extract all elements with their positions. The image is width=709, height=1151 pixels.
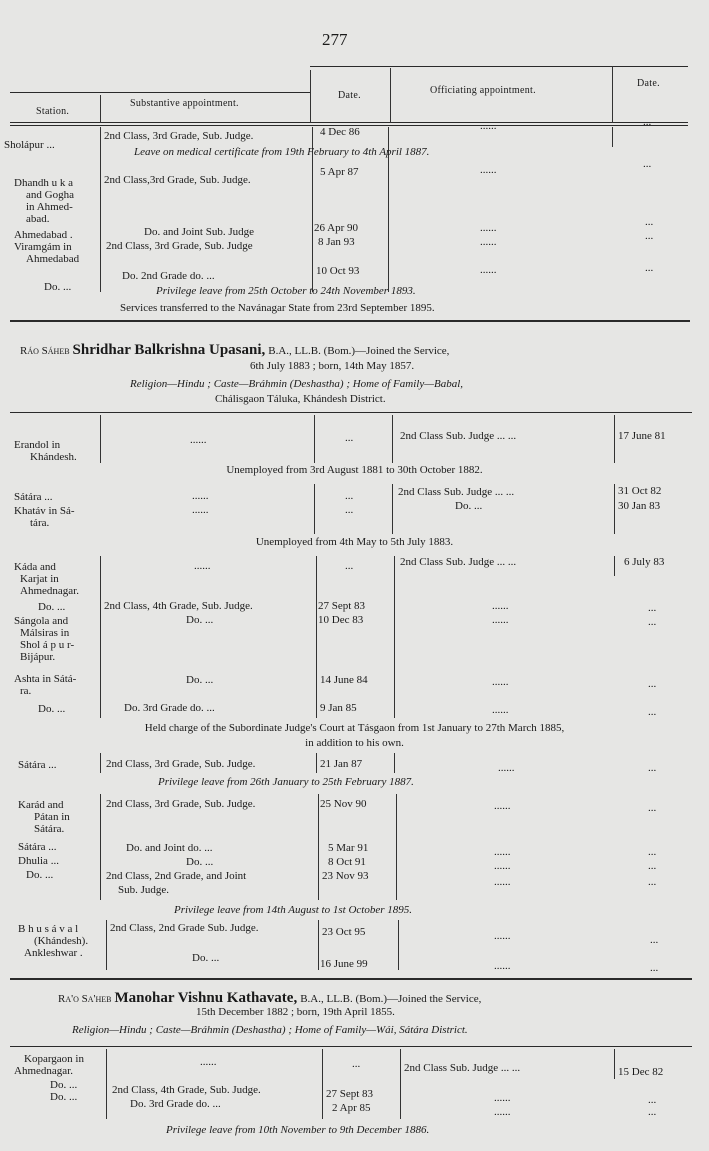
p1-charge-note-1: Held charge of the Subordinate Judge's Court at Tásgaon from 1st January to 27th March 1885, [144, 722, 565, 734]
s1-station-viramgam: Viramgám in [14, 241, 72, 253]
p1-station-do-2: Do. ... [38, 703, 66, 715]
p1-sub-do-3: 2nd Class, 2nd Grade, and Joint [106, 870, 247, 882]
p1-station-do-1: Do. ... [38, 601, 66, 613]
header-station: Station. [36, 106, 70, 117]
p1-date-satara-2: 21 Jan 87 [320, 758, 363, 770]
p1-date2-satara-3: ... [648, 846, 657, 858]
s1-station-cont: Ahmedabad [26, 253, 80, 265]
p1-station-sangola-4: Bijápur. [20, 651, 56, 663]
p1-date-do-3: 23 Nov 93 [322, 870, 369, 882]
s1-leave-note-2: Privilege leave from 25th October to 24th November 1893. [156, 285, 416, 297]
p1-unemployed-note-2: Unemployed from 4th May to 5th July 1883. [255, 536, 454, 548]
s1-station-sholapur: Sholápur ... [4, 139, 55, 151]
p1-leave-note-1: Privilege leave from 26th January to 25th February 1887. [158, 776, 414, 788]
p1-off-dhulia: ...... [494, 860, 511, 872]
p1-sub-dhulia: Do. ... [186, 856, 214, 868]
p1-date-ashta: 14 June 84 [320, 674, 368, 686]
p1-charge-note-2: in addition to his own. [305, 737, 404, 749]
s1-date-1: 4 Dec 86 [320, 126, 360, 138]
p1-off-satara-3: ...... [494, 846, 511, 858]
p1-sub-ashta: Do. ... [186, 674, 214, 686]
person2-line3: Religion—Hindu ; Caste—Bráhmin (Deshastha) ; Home of Family—Wái, Sátára District. [72, 1024, 468, 1036]
p1-station-satara-2: Sátára ... [18, 759, 57, 771]
p1-leave-note-2: Privilege leave from 14th August to 1st October 1895. [174, 904, 412, 916]
p2-sub-do-1: 2nd Class, 4th Grade, Sub. Judge. [112, 1084, 261, 1096]
p1-date-satara-3: 5 Mar 91 [328, 842, 369, 854]
p1-station-do-3: Do. ... [26, 869, 54, 881]
p1-station-karad: Karád and [18, 799, 64, 811]
p2-sub-kopargaon: ...... [200, 1056, 217, 1068]
p1-station-ashta-2: ra. [20, 685, 32, 697]
p1-station-bhusaval: B h u s á v a l [18, 923, 79, 935]
s1-date2-3: ... [645, 216, 654, 228]
s1-transfer-note: Services transferred to the Navánagar State from 23rd September 1895. [120, 302, 435, 314]
person1-line2: 6th July 1883 ; born, 14th May 1857. [250, 360, 415, 372]
p1-station-khatav: Khatáv in Sá- [14, 505, 75, 517]
person1-title: Ráo Sáheb [20, 345, 70, 357]
p1-date2-satara: 31 Oct 82 [618, 485, 662, 497]
p1-station-erandol: Erandol in [14, 439, 61, 451]
p1-date-bhusaval: 23 Oct 95 [322, 926, 366, 938]
p1-station-dhulia: Dhulia ... [18, 855, 59, 867]
p1-date2-bhusaval: ... [650, 934, 659, 946]
person1-line4: Chálisgaon Táluka, Khándesh District. [215, 393, 386, 405]
p1-off-satara-2: ...... [498, 762, 515, 774]
p1-sub-erandol: ...... [190, 434, 207, 446]
p1-station-bhusaval-2: (Khándesh). [34, 935, 89, 947]
s1-date2-1: ... [643, 116, 652, 128]
p1-station-sangola: Sángola and [14, 615, 69, 627]
p1-date-kada: ... [345, 560, 354, 572]
p1-off-erandol: 2nd Class Sub. Judge ... ... [400, 430, 517, 442]
p1-off-bhusaval: ...... [494, 930, 511, 942]
s1-off-3: ...... [480, 222, 497, 234]
p1-date2-sangola: ... [648, 616, 657, 628]
p1-station-sangola-2: Málsiras in [20, 627, 70, 639]
p1-off-karad: ...... [494, 800, 511, 812]
p1-sub-karad: 2nd Class, 3rd Grade, Sub. Judge. [106, 798, 256, 810]
p1-station-ankleshwar: Ankleshwar . [24, 947, 83, 959]
p1-date2-do-1: ... [648, 602, 657, 614]
p1-date-khatav: ... [345, 504, 354, 516]
p2-sub-do-2: Do. 3rd Grade do. ... [130, 1098, 221, 1110]
s1-date-3: 26 Apr 90 [314, 222, 358, 234]
s1-station-do: Do. ... [44, 281, 72, 293]
p1-date-karad: 25 Nov 90 [320, 798, 367, 810]
p1-station-khatav-2: tára. [30, 517, 50, 529]
header-date-2: Date. [637, 78, 660, 89]
person1-line3: Religion—Hindu ; Caste—Bráhmin (Deshastha) ; Home of Family—Babal, [130, 378, 464, 390]
s1-sub-2: 2nd Class,3rd Grade, Sub. Judge. [104, 174, 251, 186]
p1-date-do-1: 27 Sept 83 [318, 600, 366, 612]
s1-date2-5: ... [645, 262, 654, 274]
p2-leave-note: Privilege leave from 10th November to 9th December 1886. [166, 1124, 430, 1136]
s1-off-1: ...... [480, 120, 497, 132]
person2-name: Manohar Vishnu Kathavate, [114, 990, 298, 1006]
p1-off-khatav: Do. ... [455, 500, 483, 512]
person2-title: Ra'o Sa'heb [58, 993, 112, 1005]
p1-station-karad-3: Sátára. [34, 823, 65, 835]
p1-date2-satara-2: ... [648, 762, 657, 774]
p1-station-kada: Káda and [14, 561, 56, 573]
s1-off-5: ...... [480, 264, 497, 276]
p1-off-do-1: ...... [492, 600, 509, 612]
page-number: 277 [322, 30, 348, 49]
s1-station-cont: abad. [26, 213, 50, 225]
p1-off-sangola: ...... [492, 614, 509, 626]
p1-off-ankleshwar: ...... [494, 960, 511, 972]
s1-date-2: 5 Apr 87 [320, 166, 359, 178]
p1-date-satara: ... [345, 490, 354, 502]
p2-off-do-2: ...... [494, 1106, 511, 1118]
p1-station-sangola-3: Shol á p u r- [20, 639, 75, 651]
p1-date-erandol: ... [345, 432, 354, 444]
s1-date2-4: ... [645, 230, 654, 242]
p1-station-kada-2: Karjat in [20, 573, 59, 585]
p1-sub-do-1: 2nd Class, 4th Grade, Sub. Judge. [104, 600, 253, 612]
p1-sub-satara: ...... [192, 490, 209, 502]
p1-date2-do-3: ... [648, 876, 657, 888]
p1-sub-satara-3: Do. and Joint do. ... [126, 842, 213, 854]
p1-date2-karad: ... [648, 802, 657, 814]
s1-off-4: ...... [480, 236, 497, 248]
p1-sub-sangola: Do. ... [186, 614, 214, 626]
p1-station-ashta: Ashta in Sátá- [14, 673, 77, 685]
person1-heading [20, 342, 449, 359]
s1-station-ahmedabad: Ahmedabad . [14, 229, 73, 241]
p1-sub-khatav: ...... [192, 504, 209, 516]
s1-off-2: ...... [480, 164, 497, 176]
p2-station-do-1: Do. ... [50, 1079, 78, 1091]
p2-station-kopargaon: Kopargaon in [24, 1053, 84, 1065]
p1-date2-khatav: 30 Jan 83 [618, 500, 661, 512]
p1-date2-dhulia: ... [648, 860, 657, 872]
s1-sub-3: Do. and Joint Sub. Judge [144, 226, 254, 238]
p1-sub-ankleshwar: Do. ... [192, 952, 220, 964]
person2-line2: 15th December 1882 ; born, 19th April 1855. [196, 1006, 395, 1018]
s1-sub-5: Do. 2nd Grade do. ... [122, 270, 215, 282]
header-date: Date. [338, 90, 361, 101]
s1-sub-1: 2nd Class, 3rd Grade, Sub. Judge. [104, 130, 254, 142]
p1-sub-satara-2: 2nd Class, 3rd Grade, Sub. Judge. [106, 758, 256, 770]
p1-date-sangola: 10 Dec 83 [318, 614, 364, 626]
p2-date2-kopargaon: 15 Dec 82 [618, 1066, 664, 1078]
p2-date2-do-2: ... [648, 1106, 657, 1118]
p1-sub-kada: ...... [194, 560, 211, 572]
s1-station-cont: in Ahmed- [26, 201, 73, 213]
p1-date-do-2: 9 Jan 85 [320, 702, 357, 714]
s1-date2-2: ... [643, 158, 652, 170]
header-officiating: Officiating appointment. [430, 85, 536, 96]
p1-off-do-3: ...... [494, 876, 511, 888]
p2-station-kopargaon-2: Ahmednagar. [14, 1065, 73, 1077]
p1-date2-erandol: 17 June 81 [618, 430, 666, 442]
p2-date-kopargaon: ... [352, 1058, 361, 1070]
person2-heading [58, 990, 481, 1007]
p2-off-kopargaon: 2nd Class Sub. Judge ... ... [404, 1062, 521, 1074]
p1-unemployed-note-1: Unemployed from 3rd August 1881 to 30th October 1882. [226, 464, 483, 476]
p1-off-satara: 2nd Class Sub. Judge ... ... [398, 486, 515, 498]
p1-sub-bhusaval: 2nd Class, 2nd Grade Sub. Judge. [110, 922, 259, 934]
p1-station-satara-3: Sátára ... [18, 841, 57, 853]
p2-date-do-1: 27 Sept 83 [326, 1088, 374, 1100]
p1-station-karad-2: Pátan in [34, 811, 70, 823]
p1-off-ashta: ...... [492, 676, 509, 688]
s1-station-dhandhuka: Dhandh u k a [14, 177, 73, 189]
p1-date2-ankleshwar: ... [650, 962, 659, 974]
p1-sub-do-2: Do. 3rd Grade do. ... [124, 702, 215, 714]
p1-date2-kada: 6 July 83 [624, 556, 665, 568]
p2-date-do-2: 2 Apr 85 [332, 1102, 371, 1114]
p1-date2-do-2: ... [648, 706, 657, 718]
p1-off-kada: 2nd Class Sub. Judge ... ... [400, 556, 517, 568]
s1-sub-4: 2nd Class, 3rd Grade, Sub. Judge [106, 240, 253, 252]
s1-station-cont: and Gogha [26, 189, 74, 201]
s1-date-5: 10 Oct 93 [316, 265, 360, 277]
p1-station-kada-3: Ahmednagar. [20, 585, 79, 597]
p2-date2-do-1: ... [648, 1094, 657, 1106]
person1-line1: B.A., LL.B. (Bom.)—Joined the Service, [268, 345, 450, 357]
p1-date-dhulia: 8 Oct 91 [328, 856, 366, 868]
p2-off-do-1: ...... [494, 1092, 511, 1104]
p1-sub-do-3-b: Sub. Judge. [118, 884, 170, 896]
p1-off-do-2: ...... [492, 704, 509, 716]
p1-station-erandol-2: Khándesh. [30, 451, 77, 463]
s1-date-4: 8 Jan 93 [318, 236, 355, 248]
person2-line1: B.A., LL.B. (Bom.)—Joined the Service, [300, 993, 482, 1005]
p1-date2-ashta: ... [648, 678, 657, 690]
p1-station-satara: Sátára ... [14, 491, 53, 503]
s1-leave-note-1: Leave on medical certificate from 19th February to 4th April 1887. [134, 146, 430, 158]
person1-name: Shridhar Balkrishna Upasani, [72, 342, 266, 358]
p2-station-do-2: Do. ... [50, 1091, 78, 1103]
p1-date-ankleshwar: 16 June 99 [320, 958, 368, 970]
header-substantive: Substantive appointment. [130, 98, 239, 109]
